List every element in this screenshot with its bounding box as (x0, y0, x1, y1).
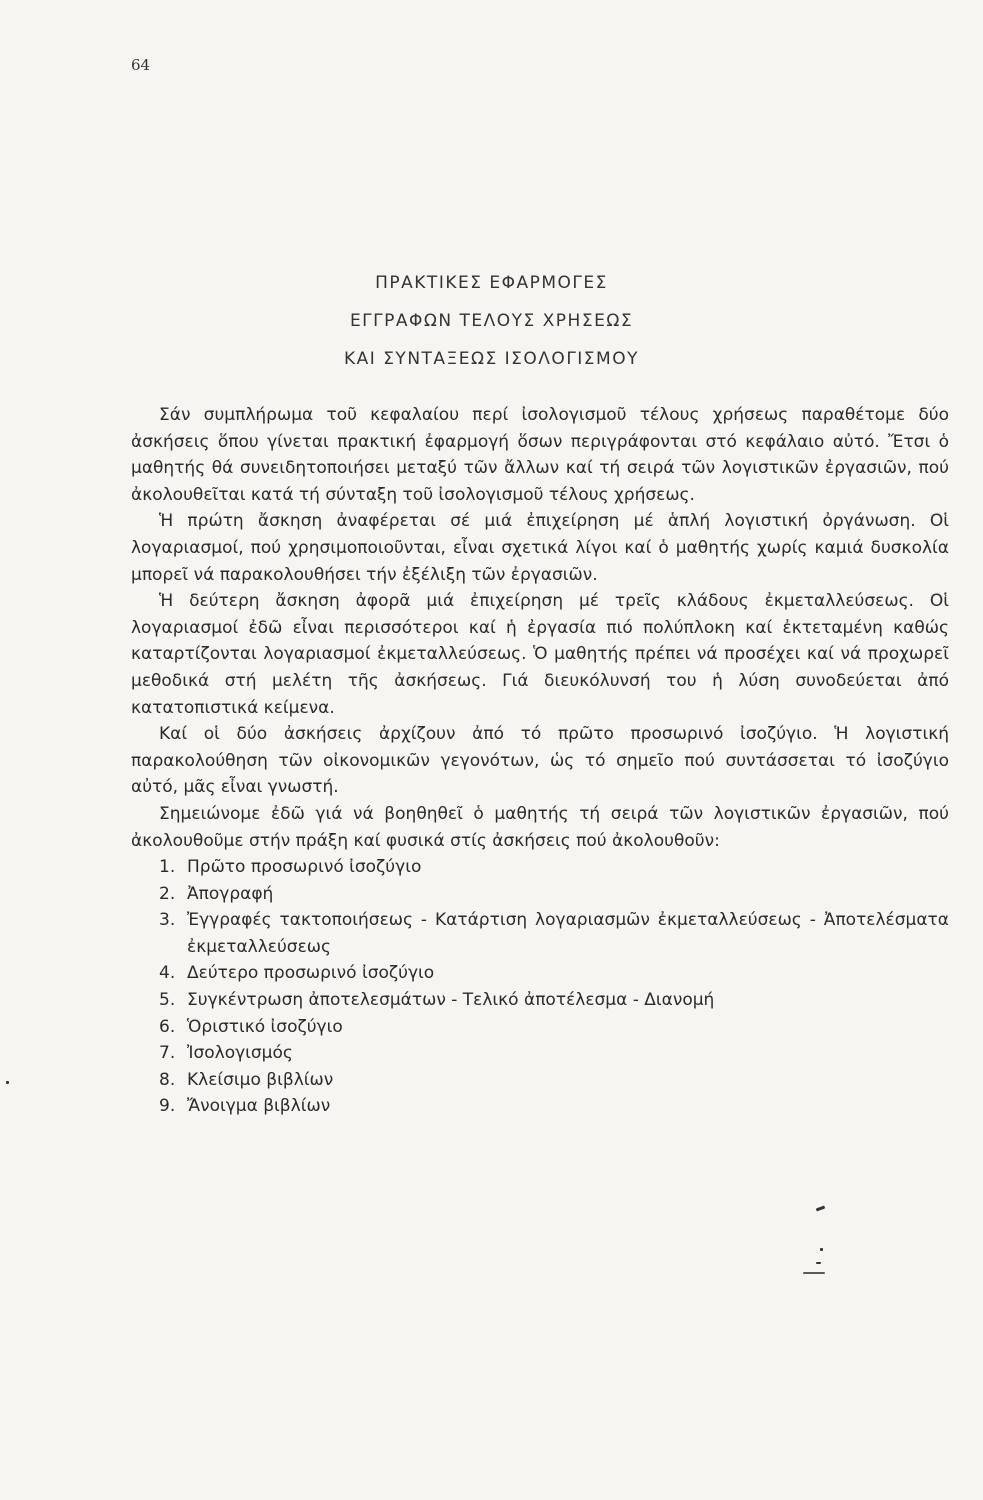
list-item-text: Ἐγγραφές τακτοποιήσεως - Κατάρτιση λογαριασμῶν ἐκμεταλλεύσεως - Ἀποτελέσματα ἐκμεταλλεύσεως (187, 910, 949, 957)
steps-list (131, 854, 949, 1120)
list-item-number: 7. (159, 1043, 176, 1064)
section-title (0, 264, 983, 378)
scan-speck (816, 1262, 821, 1264)
list-item (131, 1067, 949, 1094)
list-item-number: 9. (159, 1096, 176, 1117)
paragraph-intro: Σάν συμπλήρωμα τοῦ κεφαλαίου περί ἰσολογισμοῦ τέλους χρήσεως παραθέτομε δύο ἀσκήσεις ὅπου γίνεται πρακτική ἐφαρμογή ὅσων περιγράφονται στό κεφάλαιο αὐτό. Ἔτσι ὁ μαθητής θά συνειδητοποιήσει μεταξύ τῶν ἄλλων καί τή σειρά τῶν λογιστικῶν ἐργασιῶν, πού ἀκολουθεῖται κατά τή σύνταξη τοῦ ἰσολογισμοῦ τέλους χρήσεως. (131, 405, 949, 505)
scan-speck (816, 1206, 825, 1212)
paragraph-sequence-intro: Σημειώνομε ἐδῶ γιά νά βοηθηθεῖ ὁ μαθητής τή σειρά τῶν λογιστικῶν ἐργασιῶν, πού ἀκολουθοῦμε στήν πράξη καί φυσικά στίς ἀσκήσεις πού ἀκολουθοῦν: (131, 803, 949, 851)
list-item-number: 2. (159, 883, 176, 904)
list-item-number: 1. (159, 857, 176, 878)
list-item-number: 5. (159, 990, 176, 1011)
list-item-number: 3. (159, 910, 176, 931)
list-item-text: Δεύτερο προσωρινό ἰσοζύγιο (187, 963, 435, 984)
list-item-text: Ἀπογραφή (187, 883, 274, 904)
list-item (131, 1040, 949, 1067)
list-item (131, 960, 949, 987)
list-item-text: Ὁριστικό ἰσοζύγιο (187, 1016, 343, 1037)
list-item-text: Πρῶτο προσωρινό ἰσοζύγιο (187, 857, 422, 878)
list-item (131, 907, 949, 960)
list-item-number: 4. (159, 963, 176, 984)
list-item-text: Ἰσολογισμός (187, 1043, 293, 1064)
scan-speck (6, 1081, 9, 1084)
list-item (131, 854, 949, 881)
body-text (131, 402, 949, 1120)
list-item (131, 1093, 949, 1120)
scan-speck (820, 1248, 823, 1251)
list-item (131, 987, 949, 1014)
list-item-text: Κλείσιμο βιβλίων (187, 1069, 334, 1090)
paragraph-second-exercise: Ἡ δεύτερη ἄσκηση ἀφορᾶ μιά ἐπιχείρηση μέ τρεῖς κλάδους ἐκμεταλλεύσεως. Οἱ λογαριασμοί ἐδῶ εἶναι περισσότεροι καί ἡ ἐργασία πιό πολύπλοκη καί ἐκτεταμένη καθώς καταρτίζονται λογαριασμοί ἐκμεταλλεύσεως. Ὁ μαθητής πρέπει νά προσέχει καί νά προχωρεῖ μεθοδικά στή μελέτη τῆς ἀσκήσεως. Γιά διευκόλυνσή του ἡ λύση συνοδεύεται ἀπό κατατοπιστικά κείμενα. (131, 591, 949, 718)
list-item (131, 881, 949, 908)
list-item-number: 8. (159, 1069, 176, 1090)
list-item-text: Συγκέντρωση ἀποτελεσμάτων - Τελικό ἀποτέλεσμα - Διανομή (187, 990, 715, 1011)
title-line-3: ΚΑΙ ΣΥΝΤΑΞΕΩΣ ΙΣΟΛΟΓΙΣΜΟΥ (344, 349, 639, 369)
page-number: 64 (131, 56, 151, 74)
paragraph-starting-point: Καί οἱ δύο ἀσκήσεις ἀρχίζουν ἀπό τό πρῶτο προσωρινό ἰσοζύγιο. Ἡ λογιστική παρακολούθηση τῶν οἰκονομικῶν γεγονότων, ὡς τό σημεῖο πού συντάσσεται τό ἰσοζύγιο αὐτό, μᾶς εἶναι γνωστή. (131, 724, 949, 798)
scan-speck (803, 1272, 825, 1274)
paragraph-first-exercise: Ἡ πρώτη ἄσκηση ἀναφέρεται σέ μιά ἐπιχείρηση μέ ἁπλή λογιστική ὀργάνωση. Οἱ λογαριασμοί, πού χρησιμοποιοῦνται, εἶναι σχετικά λίγοι καί ὁ μαθητής χωρίς καμιά δυσκολία μπορεῖ νά παρακολουθήσει τήν ἐξέλιξη τῶν ἐργασιῶν. (131, 511, 949, 585)
list-item (131, 1014, 949, 1041)
list-item-text: Ἄνοιγμα βιβλίων (187, 1096, 331, 1117)
list-item-number: 6. (159, 1016, 176, 1037)
title-line-2: ΕΓΓΡΑΦΩΝ ΤΕΛΟΥΣ ΧΡΗΣΕΩΣ (349, 311, 634, 331)
title-line-1: ΠΡΑΚΤΙΚΕΣ ΕΦΑΡΜΟΓΕΣ (375, 273, 608, 293)
